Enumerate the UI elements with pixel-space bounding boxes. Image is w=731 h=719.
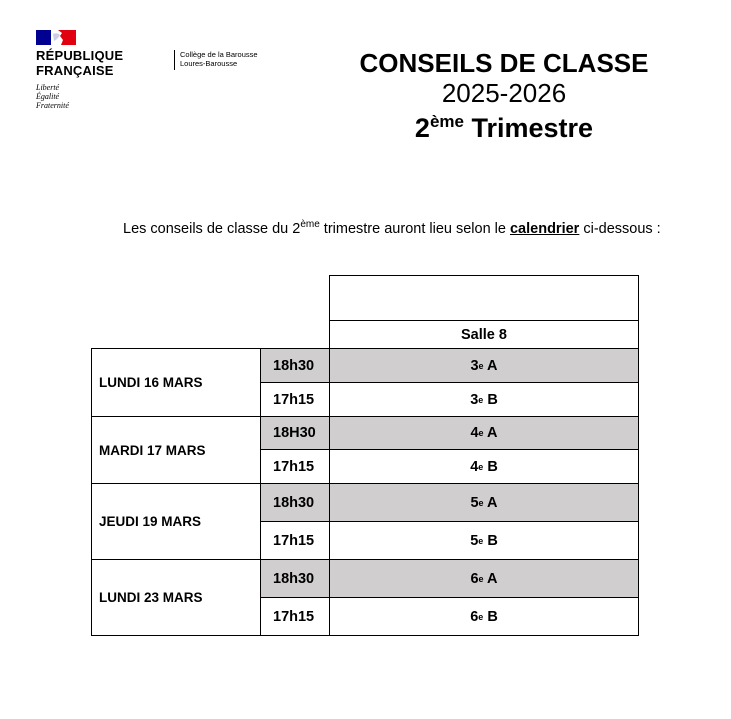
class-cell: 4 e A [329, 416, 639, 450]
class-group: A [483, 494, 498, 511]
header-empty-cell [329, 275, 639, 321]
room-header: Salle 8 [329, 320, 639, 349]
time-slot: 17h15 [260, 597, 330, 636]
logo-francaise-text: FRANÇAISE [36, 63, 114, 78]
day-label: MARDI 17 MARS [91, 416, 261, 484]
class-group: A [483, 425, 498, 441]
time-slot: 18H30 [260, 416, 330, 450]
class-group: A [483, 570, 498, 587]
intro-sentence [123, 220, 661, 238]
class-level: 6 [470, 608, 479, 625]
intro-calendar-word: calendrier [509, 221, 580, 237]
trimester-number-suffix: ème [429, 112, 464, 131]
class-cell: 3 e B [329, 382, 639, 417]
class-group: B [483, 608, 498, 625]
time-slot: 17h15 [260, 449, 330, 484]
time-slot: 18h30 [260, 483, 330, 522]
school-year: 2025-2026 [441, 78, 567, 108]
trimester-word: Trimestre [463, 113, 594, 143]
college-town: Loures-Barousse [180, 59, 238, 68]
time-slot: 17h15 [260, 382, 330, 417]
page-title: CONSEILS DE CLASSE [359, 48, 649, 78]
class-group: B [483, 532, 498, 549]
marianne-flag-icon [36, 30, 76, 45]
class-cell: 3 e A [329, 348, 639, 383]
logo-republique-text: RÉPUBLIQUE [36, 48, 124, 63]
motto-egalite: Égalité [36, 92, 60, 101]
day-label: LUNDI 23 MARS [91, 559, 261, 636]
time-slot: 17h15 [260, 521, 330, 560]
trimester-title [339, 111, 669, 145]
class-group: B [483, 391, 498, 408]
time-slot: 18h30 [260, 348, 330, 383]
class-cell: 6 e B [329, 597, 639, 636]
class-cell: 4 e B [329, 449, 639, 484]
intro-middle: trimestre auront lieu selon le [319, 221, 510, 237]
class-level: 5 [470, 532, 479, 549]
class-level: 4 [470, 458, 479, 475]
college-name-block [174, 50, 258, 70]
day-label: LUNDI 16 MARS [91, 348, 261, 417]
class-group: B [483, 458, 498, 475]
intro-suffix: ème [300, 219, 320, 231]
class-group: A [483, 357, 498, 374]
class-level: 5 [470, 494, 479, 511]
college-name: Collège de la Barousse [180, 50, 258, 59]
class-cell: 6 e A [329, 559, 639, 598]
class-level: 3 [470, 357, 479, 374]
class-level: 3 [470, 391, 479, 408]
class-level: 6 [470, 570, 479, 587]
day-label: JEUDI 19 MARS [91, 483, 261, 560]
intro-after: ci-dessous : [579, 221, 661, 237]
class-cell: 5 e B [329, 521, 639, 560]
trimester-number: 2 [414, 113, 430, 143]
intro-before: Les conseils de classe du 2 [123, 221, 301, 237]
motto-fraternite: Fraternité [36, 101, 69, 110]
class-cell: 5 e A [329, 483, 639, 522]
motto-liberte: Liberté [36, 83, 60, 92]
time-slot: 18h30 [260, 559, 330, 598]
class-level: 4 [470, 425, 479, 441]
